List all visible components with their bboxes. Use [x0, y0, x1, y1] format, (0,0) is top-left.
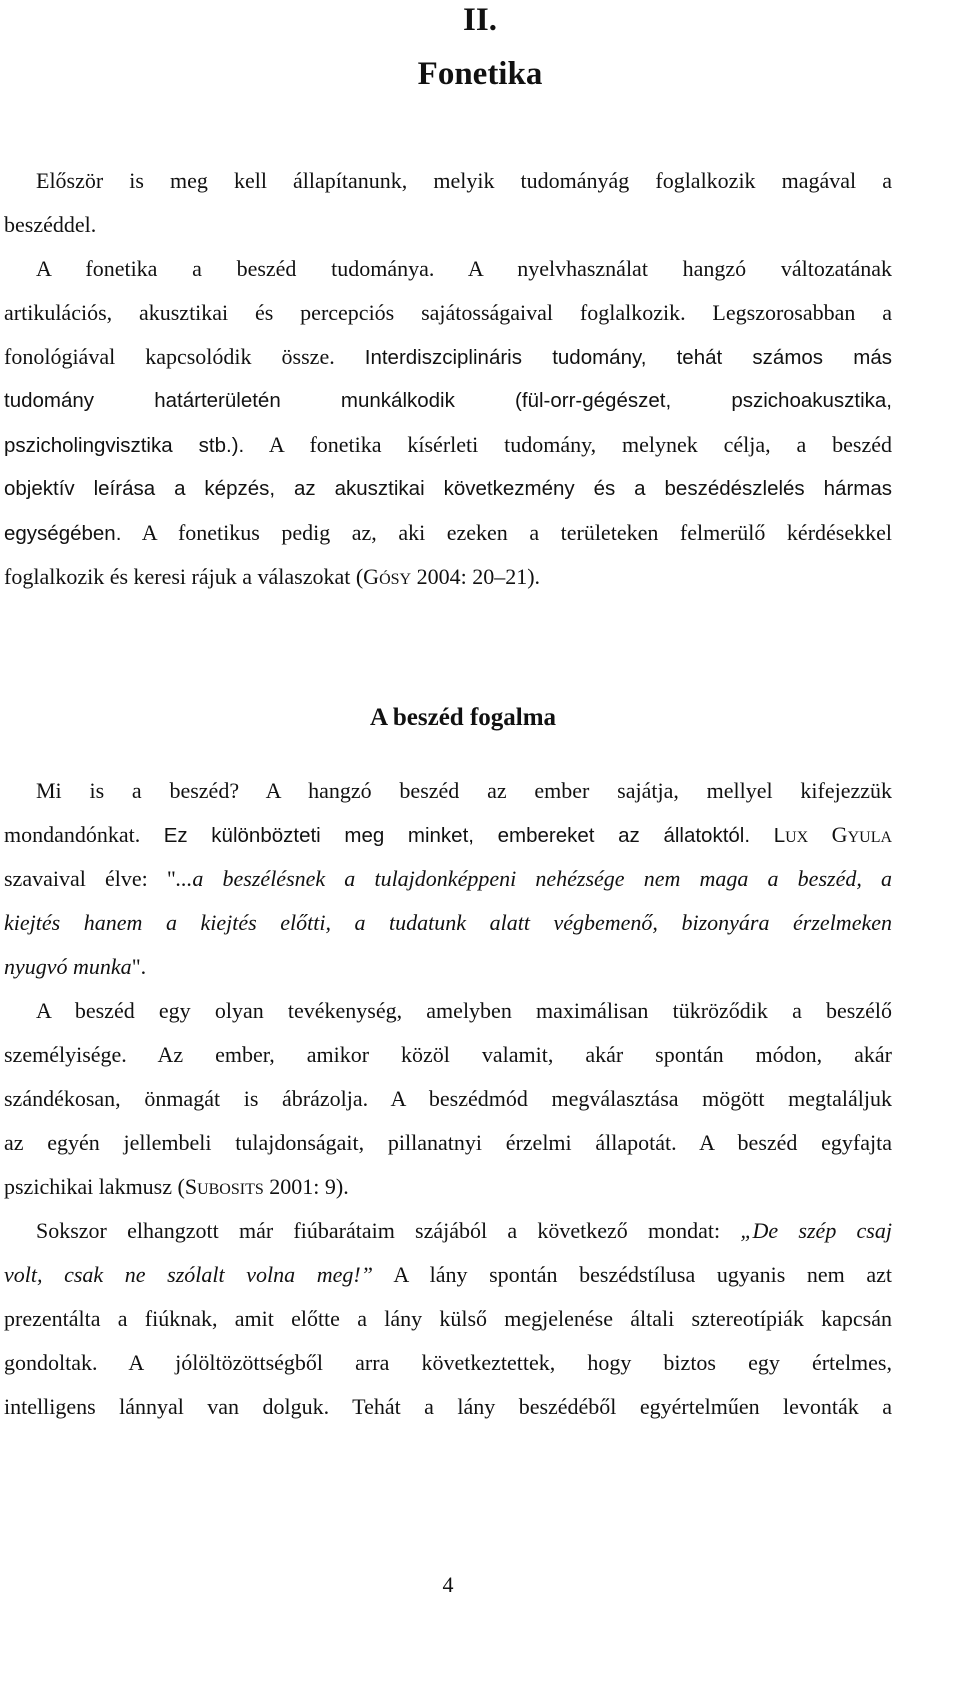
text-line: artikulációs, akusztikai és percepciós sajátosságaival foglalkozik. Legszorosabban a [4, 300, 892, 325]
author-small-caps: UX [785, 829, 809, 846]
text-run: Ez különbözteti meg minket, embereket az állatoktól. L [163, 824, 786, 847]
chapter-number: II. [463, 2, 497, 38]
text-run: Sokszor elhangzott már fiúbarátaim szájából a következő mondat: [36, 1218, 741, 1243]
text-run: A fonetika kísérleti tudomány, melynek célja, a beszéd [268, 432, 892, 457]
text-line: A fonetika a beszéd tudománya. A nyelvhasználat hangzó változatának [36, 256, 892, 281]
text-run: ". [131, 954, 147, 979]
text-run: egységében. [4, 522, 122, 545]
text-run: fonológiával kapcsolódik össze. [4, 344, 335, 369]
quote-italic: „De szép csaj [740, 1218, 892, 1243]
text-line [4, 555, 892, 599]
text-line: Először is meg kell állapítanunk, melyik tudományág foglalkozik magával a [36, 168, 892, 193]
author-small-caps: YULA [847, 829, 893, 846]
text-line [4, 813, 892, 857]
text-run: szavaival élve: " [4, 866, 176, 891]
quote-italic: ...a beszélésnek a tulajdonképpeni nehézsége nem maga a beszéd, a [175, 866, 892, 891]
quote-italic: kiejtés hanem a kiejtés előtti, a tudatunk alatt végbemenő, bizonyára érzelmeken [4, 910, 892, 935]
text-run: G [808, 822, 848, 847]
text-line: személyisége. Az ember, amikor közöl valamit, akár spontán módon, akár [4, 1042, 892, 1067]
text-run: Interdiszciplináris tudomány, tehát számos más [364, 346, 892, 369]
quote-italic: volt, csak ne szólalt volna meg!” [4, 1262, 373, 1287]
text-run: A fonetikus pedig az, aki ezeken a területeken felmerülő kérdésekkel [141, 520, 892, 545]
author-small-caps: ÓSY [379, 571, 412, 588]
intro-paragraph [4, 159, 892, 599]
text-line [4, 1209, 892, 1253]
section-title: A beszéd fogalma [369, 704, 557, 731]
text-line: beszéddel. [4, 212, 97, 237]
text-line [4, 1253, 892, 1297]
text-run: A lány spontán beszédstílusa ugyanis nem azt [372, 1262, 892, 1287]
text-line [4, 901, 892, 945]
section-paragraph [4, 769, 892, 1429]
chapter-title: Fonetika [417, 56, 543, 92]
text-line [4, 511, 892, 555]
text-line [4, 335, 892, 379]
text-line: intelligens lánnyal van dolguk. Tehát a lány beszédéből egyértelműen levonták a [4, 1394, 892, 1419]
text-run: mondandónkat. [4, 822, 141, 847]
text-run: 2004: 20–21). [411, 564, 541, 589]
text-line: prezentálta a fiúknak, amit előtte a lány külső megjelenése általi sztereotípiák kapcsán [4, 1306, 892, 1331]
text-run: pszicholingvisztika stb.). [4, 434, 245, 457]
quote-italic: nyugvó munka [4, 954, 132, 979]
text-line [4, 423, 892, 467]
author-small-caps: UBOSITS [197, 1181, 264, 1198]
text-line: szándékosan, önmagát is ábrázolja. A beszédmód megválasztása mögött megtaláljuk [4, 1086, 892, 1111]
text-line [4, 945, 892, 989]
text-line: tudomány határterületén munkálkodik (fül-orr-gégészet, pszichoakusztika, [4, 389, 892, 412]
text-run: pszichikai lakmusz (S [4, 1174, 198, 1199]
text-line: Mi is a beszéd? A hangzó beszéd az ember sajátja, mellyel kifejezzük [36, 778, 892, 803]
page-number: 4 [442, 1572, 454, 1597]
text-run: foglalkozik és keresi rájuk a válaszokat (G [4, 564, 380, 589]
text-line: az egyén jellembeli tulajdonságait, pillanatnyi érzelmi állapotát. A beszéd egyfajta [4, 1130, 892, 1155]
text-line: A beszéd egy olyan tevékenység, amelyben maximálisan tükröződik a beszélő [36, 998, 892, 1023]
text-line: objektív leírása a képzés, az akusztikai következmény és a beszédészlelés hármas [4, 477, 892, 500]
text-line [4, 1165, 892, 1209]
text-line: gondoltak. A jólöltözöttségből arra következtettek, hogy biztos egy értelmes, [4, 1350, 892, 1375]
text-line [4, 857, 892, 901]
text-run: 2001: 9). [263, 1174, 349, 1199]
